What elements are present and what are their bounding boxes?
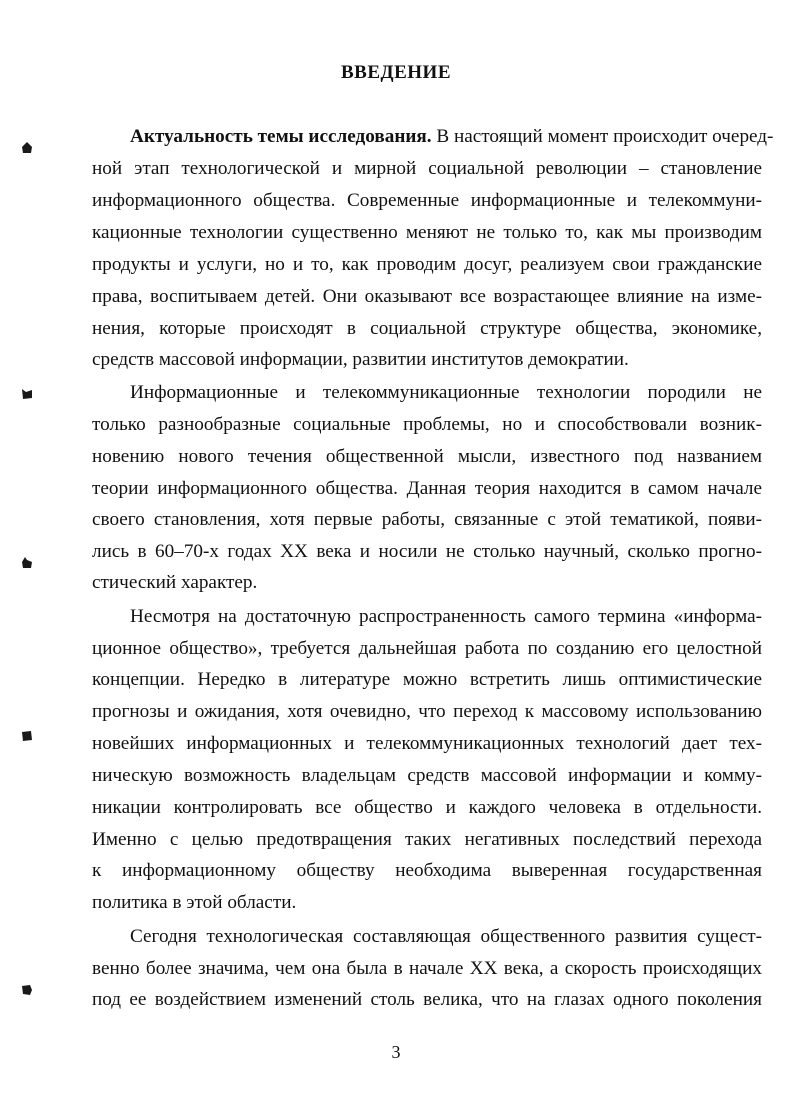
- paragraph-3-line-1: Несмотря на достаточную распространенность самого термина «информа-: [130, 606, 762, 627]
- paragraph-3-line-8: Именно с целью предотвращения таких негативных последствий перехода: [92, 829, 762, 850]
- section-lead: Актуальность темы исследования.: [130, 126, 432, 147]
- binding-hole-mark: [20, 142, 34, 154]
- paragraph-3-line-2: ционное общество», требуется дальнейшая работа по созданию его целостной: [92, 638, 762, 659]
- paragraph-2-line-3: новению нового течения общественной мысли, известного под названием: [92, 446, 762, 467]
- page-title: ВВЕДЕНИЕ: [341, 62, 451, 83]
- paragraph-1-line-6: права, воспитываем детей. Они оказывают все возрастающее влияние на изме-: [92, 286, 762, 307]
- binding-hole-mark: [20, 730, 34, 742]
- paragraph-2-line-1: Информационные и телекоммуникационные технологии породили не: [130, 382, 762, 403]
- paragraph-3-line-7: никации контролировать все общество и каждого человека в отдельности.: [92, 797, 762, 818]
- paragraph-2-line-7: стический характер.: [92, 572, 258, 593]
- paragraph-2-line-6: лись в 60–70-х годах XX века и носили не столько научный, сколько прогно-: [92, 541, 762, 562]
- paragraph-3-line-9: к информационному обществу необходима выверенная государственная: [92, 860, 762, 881]
- paragraph-1-line-5: продукты и услуги, но и то, как проводим досуг, реализуем свои гражданские: [92, 254, 762, 275]
- paragraph-1-line-1: [130, 124, 774, 150]
- paragraph-2-line-5: своего становления, хотя первые работы, связанные с этой тематикой, появи-: [92, 509, 762, 530]
- paragraph-4-line-2: венно более значима, чем она была в начале XX века, а скорость происходящих: [92, 958, 762, 979]
- binding-hole-mark: [20, 388, 34, 400]
- paragraph-1-line-8: средств массовой информации, развитии институтов демократии.: [92, 349, 629, 370]
- binding-hole-mark: [20, 557, 34, 569]
- paragraph-1-line-7: нения, которые происходят в социальной структуре общества, экономике,: [92, 318, 762, 339]
- paragraph-1-line-4: кационные технологии существенно меняют не только то, как мы производим: [92, 222, 762, 243]
- paragraph-3-line-5: новейших информационных и телекоммуникационных технологий дает тех-: [92, 733, 762, 754]
- paragraph-4-line-3: под ее воздействием изменений столь велика, что на глазах одного поколения: [92, 989, 762, 1010]
- paragraph-1-line-3: информационного общества. Современные информационные и телекоммуни-: [92, 190, 762, 211]
- paragraph-3-line-10: политика в этой области.: [92, 892, 297, 913]
- paragraph-2-line-4: теории информационного общества. Данная теория находится в самом начале: [92, 478, 762, 499]
- binding-hole-mark: [20, 984, 34, 996]
- paragraph-3-line-4: прогнозы и ожидания, хотя очевидно, что переход к массовому использованию: [92, 701, 762, 722]
- paragraph-3-line-6: ническую возможность владельцам средств массовой информации и комму-: [92, 765, 762, 786]
- paragraph-3-line-3: концепции. Нередко в литературе можно встретить лишь оптимистические: [92, 669, 762, 690]
- paragraph-4-line-1: Сегодня технологическая составляющая общественного развития сущест-: [130, 926, 762, 947]
- paragraph-2-line-2: только разнообразные социальные проблемы, но и способствовали возник-: [92, 414, 762, 435]
- page-number: 3: [391, 1042, 401, 1062]
- paragraph-1-line-2: ной этап технологической и мирной социальной революции – становление: [92, 158, 762, 179]
- paragraph-1-line-1-text: В настоящий момент происходит очеред-: [431, 126, 774, 147]
